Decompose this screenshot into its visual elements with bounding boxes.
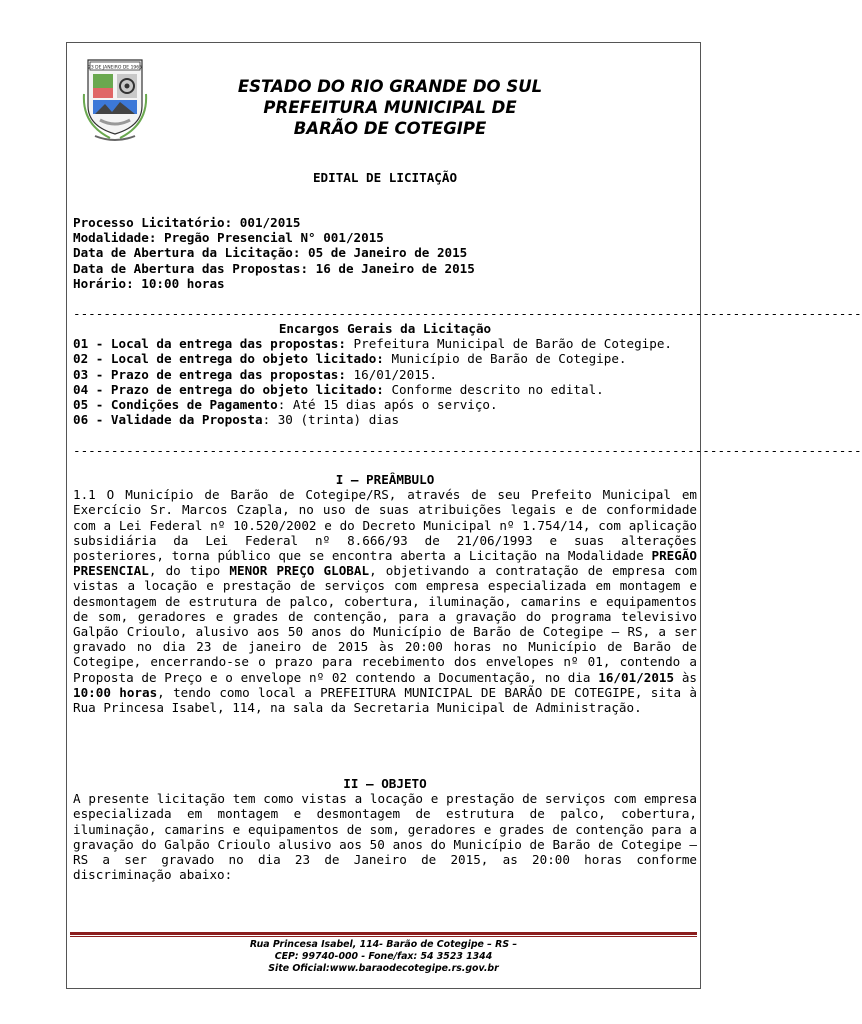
objeto-section (73, 776, 697, 882)
edital-title: EDITAL DE LICITAÇÃO (312, 170, 458, 185)
separator-top: -------------------------------------------------------------------------------------------------------- (73, 306, 862, 321)
info-horario: Horário: 10:00 horas (73, 275, 225, 291)
encargos-section (73, 321, 697, 427)
header-line-municipio: BARÃO DE COTEGIPE (293, 119, 487, 138)
info-data-abertura-licitacao: Data de Abertura da Licitação: 05 de Janeiro de 2015 (73, 245, 468, 261)
encargo-item-04: 04 - Prazo de entrega do objeto licitado: Conforme descrito no edital. (73, 381, 604, 397)
preambulo-section (73, 472, 697, 715)
footer-rule-thick (70, 932, 697, 935)
preambulo-title: I – PREÂMBULO (335, 472, 435, 487)
footer-address (70, 939, 697, 975)
encargo-item-05: 05 - Condições de Pagamento: Até 15 dias após o serviço. (73, 397, 498, 413)
objeto-paragraph: A presente licitação tem como vistas a locação e prestação de serviços com empresa especializada em montagem e desmontagem de estrutura de palco, cobertura, iluminação, camarins e equipamentos de som, geradores e grades de contenção para a gravação do Galpão Crioulo alusivo aos 50 anos do Município de Barão de Cotegipe – RS a ser gravado no dia 23 de Janeiro de 2015, as 20:00 horas conforme discriminação abaixo: (73, 791, 697, 883)
footer-cep-phone: CEP: 99740-000 - Fone/fax: 54 3523 1344 (274, 951, 493, 962)
header-line-prefeitura: PREFEITURA MUNICIPAL DE (263, 98, 517, 117)
preambulo-paragraph: 1.1 O Município de Barão de Cotegipe/RS, através de seu Prefeito Municipal em Exercício Sr. Marcos Czapla, no uso de suas atribuições legais e de conformidade com a Lei Federal nº 10.520/2002 e do Decreto Municipal nº 1.754/14, com aplicação subsidiária da Lei Federal nº 8.666/93 de 21/06/1993 e suas alterações posteriores, torna público que se encontra aberta a Licitação na Modalidade PREGÃO PRESENCIAL, do tipo MENOR PREÇO GLOBAL, objetivando a contratação de empresa com vistas a locação e prestação de serviços com empresa especializada em montagem e desmontagem de estrutura de palco, cobertura, iluminação, camarins e equipamentos de som, geradores e grades de contenção, para a gravação do programa televisivo Galpão Crioulo, alusivo aos 50 anos do Município de Barão de Cotegipe – RS, a ser gravado no dia 23 de janeiro de 2015 às 20:00 horas no Município de Barão de Cotegipe, encerrando-se o prazo para recebimento dos envelopes nº 01, contendo a Proposta de Preço e o envelope nº 02 contendo a Documentação, no dia 16/01/2015 às 10:00 horas, tendo como local a PREFEITURA MUNICIPAL DE BARÃO DE COTEGIPE, sita à Rua Princesa Isabel, 114, na sala da Secretaria Municipal de Administração. (73, 487, 698, 716)
header-title (190, 76, 590, 139)
encargo-item-02: 02 - Local de entrega do objeto licitado: Município de Barão de Cotegipe. (73, 351, 627, 367)
encargos-title: Encargos Gerais da Licitação (278, 321, 492, 336)
header-line-state: ESTADO DO RIO GRANDE DO SUL (237, 77, 543, 96)
municipal-crest-logo (80, 54, 150, 144)
info-modalidade: Modalidade: Pregão Presencial N° 001/2015 (73, 230, 384, 246)
footer-rule-thin (70, 936, 697, 937)
footer-website: Site Oficial:www.baraodecotegipe.rs.gov.br (268, 963, 499, 974)
objeto-title: II – OBJETO (343, 776, 427, 791)
encargo-item-01: 01 - Local da entrega das propostas: Prefeitura Municipal de Barão de Cotegipe. (73, 336, 672, 352)
encargo-item-03: 03 - Prazo de entrega das propostas: 16/01/2015. (73, 366, 437, 382)
svg-text:23 DE JANEIRO DE 1965: 23 DE JANEIRO DE 1965 (87, 65, 143, 71)
info-processo: Processo Licitatório: 001/2015 (73, 215, 301, 230)
process-info (73, 215, 697, 291)
footer-street: Rua Princesa Isabel, 114- Barão de Cotegipe – RS – (249, 939, 518, 950)
info-data-abertura-propostas: Data de Abertura das Propostas: 16 de Janeiro de 2015 (73, 260, 475, 276)
encargo-item-06: 06 - Validade da Proposta: 30 (trinta) dias (73, 412, 400, 428)
separator-bottom: -------------------------------------------------------------------------------------------------------- (73, 443, 862, 458)
